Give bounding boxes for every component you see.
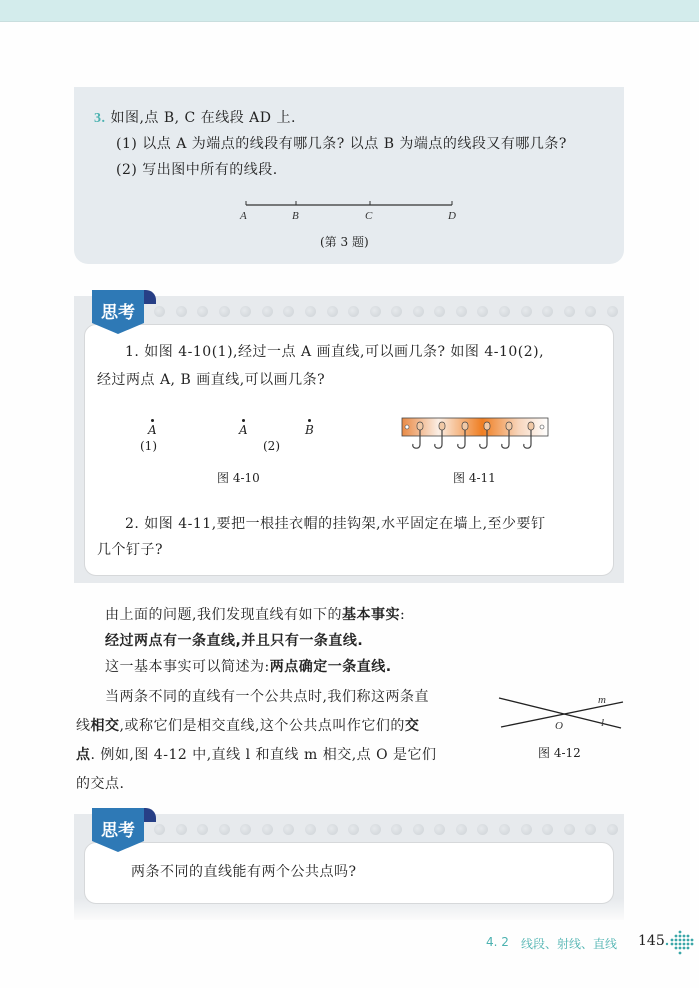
point-label-b: B bbox=[305, 423, 314, 437]
bold-term: 相交 bbox=[90, 718, 120, 734]
think-tag-label: 思考 bbox=[101, 303, 135, 323]
think1-q2-line2: 几个钉子? bbox=[97, 542, 164, 558]
figure-part-label: (2) bbox=[263, 439, 280, 453]
exercise-3-box bbox=[74, 87, 624, 264]
body-p2 bbox=[105, 658, 392, 676]
point-dot bbox=[151, 419, 154, 422]
figure-part-label: (1) bbox=[140, 439, 157, 453]
body-p1 bbox=[105, 606, 405, 624]
dot-row bbox=[154, 824, 618, 836]
bold-term: 点 bbox=[76, 747, 91, 763]
point-label-a: A bbox=[239, 423, 248, 437]
think-box-2 bbox=[74, 814, 624, 920]
text: ,或称它们是相交直线,这个公共点叫作它们的 bbox=[119, 718, 405, 734]
body-p3-line2 bbox=[76, 717, 419, 735]
top-band bbox=[0, 0, 699, 22]
think2-question: 两条不同的直线能有两个公共点吗? bbox=[131, 864, 357, 880]
basic-fact: 经过两点有一条直线,并且只有一条直线. bbox=[105, 633, 364, 649]
coat-rack-figure bbox=[401, 417, 551, 453]
body-p3-line1: 当两条不同的直线有一个公共点时,我们称这两条直 bbox=[105, 689, 429, 705]
bold-term: 交 bbox=[404, 718, 420, 734]
think-card-2 bbox=[84, 842, 614, 904]
footer-section-title: 线段、射线、直线 bbox=[521, 937, 618, 951]
think-tag-label: 思考 bbox=[101, 821, 135, 841]
figure-caption: 图 4-10 bbox=[217, 471, 260, 485]
line-label-m: m bbox=[598, 694, 606, 706]
body-p3-line3 bbox=[76, 746, 437, 764]
think1-q1-line2: 经过两点 A, B 画直线,可以画几条? bbox=[97, 372, 326, 388]
segment-figure bbox=[234, 199, 464, 229]
text: 由上面的问题,我们发现直线有如下的 bbox=[105, 607, 342, 623]
exercise-3-caption: (第 3 题) bbox=[320, 235, 369, 249]
line-label-l: l bbox=[601, 717, 605, 729]
think-card-1 bbox=[84, 324, 614, 576]
point-label-a: A bbox=[148, 423, 157, 437]
figure-4-12 bbox=[495, 690, 635, 735]
figure-caption: 图 4-12 bbox=[538, 746, 581, 760]
exercise-number: 3. bbox=[94, 111, 106, 126]
svg-text:B: B bbox=[292, 210, 299, 222]
svg-text:C: C bbox=[365, 210, 373, 222]
text: 这一基本事实可以简述为: bbox=[105, 659, 270, 675]
text: 线 bbox=[76, 718, 91, 734]
bold-term: 两点确定一条直线. bbox=[269, 659, 392, 675]
point-label-o: O bbox=[555, 720, 563, 732]
bold-term: 基本事实 bbox=[341, 607, 400, 623]
text: . 例如,图 4-12 中,直线 l 和直线 m 相交,点 O 是它们 bbox=[90, 747, 437, 763]
svg-text:D: D bbox=[448, 210, 456, 222]
think1-q1-line1: 1. 如图 4-10(1),经过一点 A 画直线,可以画几条? 如图 4-10(2), bbox=[125, 344, 545, 360]
point-dot bbox=[308, 419, 311, 422]
point-dot bbox=[242, 419, 245, 422]
think1-q2-line1: 2. 如图 4-11,要把一根挂衣帽的挂钩架,水平固定在墙上,至少要钉 bbox=[125, 516, 546, 532]
think-box-1 bbox=[74, 296, 624, 583]
stem-text: 如图,点 B, C 在线段 AD 上. bbox=[110, 110, 296, 126]
text: : bbox=[399, 607, 406, 623]
exercise-3-stem bbox=[94, 109, 296, 128]
figure-caption: 图 4-11 bbox=[453, 471, 496, 485]
exercise-3-q1: (1) 以点 A 为端点的线段有哪几条? 以点 B 为端点的线段又有哪几条? bbox=[116, 136, 567, 152]
svg-text:A: A bbox=[240, 210, 247, 222]
footer-section-number: 4. 2 bbox=[486, 935, 509, 949]
page-decoration-icon bbox=[664, 929, 696, 957]
page-number: 145 bbox=[638, 933, 665, 949]
body-p3-line4: 的交点. bbox=[76, 776, 125, 792]
exercise-3-q2: (2) 写出图中所有的线段. bbox=[116, 162, 278, 178]
dot-row bbox=[154, 306, 618, 318]
